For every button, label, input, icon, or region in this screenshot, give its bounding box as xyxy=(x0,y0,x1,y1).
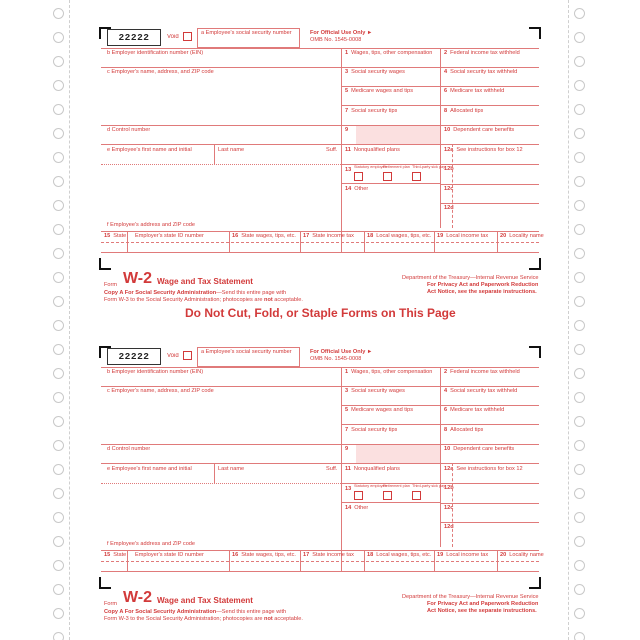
tractor-hole xyxy=(53,440,64,451)
retirement-plan-checkbox[interactable] xyxy=(383,172,392,181)
tractor-hole xyxy=(574,368,585,379)
copy-a-line2: Form W-3 to the Social Security Administration; photocopies are not acceptable. xyxy=(104,616,303,622)
box5-label: 5 Medicare wages and tips xyxy=(345,407,414,413)
tractor-hole xyxy=(574,8,585,19)
tractor-hole xyxy=(574,512,585,523)
privacy-notice-line2: Act Notice, see the separate instructions. xyxy=(427,289,537,295)
w2-title: W-2 xyxy=(123,589,153,606)
w2-form-top xyxy=(101,14,544,314)
tractor-hole xyxy=(53,8,64,19)
employee-address-label: f Employee's address and ZIP code xyxy=(107,541,196,547)
ein-label: b Employer identification number (EIN) xyxy=(107,369,204,375)
tractor-hole xyxy=(53,224,64,235)
box18-label: 18 Local wages, tips, etc. xyxy=(367,552,432,558)
void-label: Void xyxy=(167,353,179,359)
tractor-hole xyxy=(53,416,64,427)
void-checkbox[interactable] xyxy=(183,32,192,41)
retirement-plan-label: Retirement plan xyxy=(383,484,410,488)
tractor-hole xyxy=(574,536,585,547)
first-name-label: e Employee's first name and initial xyxy=(107,147,192,153)
third-party-sick-pay-label: Third-party sick pay xyxy=(412,484,446,488)
box9-label: 9 xyxy=(345,127,349,133)
w2-title: W-2 xyxy=(123,270,153,287)
form-title: Wage and Tax Statement xyxy=(157,596,253,605)
tractor-hole xyxy=(574,176,585,187)
box4-label: 4 Social security tax withheld xyxy=(444,69,518,75)
tractor-hole xyxy=(53,584,64,595)
box19-label: 19 Local income tax xyxy=(437,233,489,239)
box7-label: 7 Social security tips xyxy=(345,427,398,433)
third-party-sick-pay-label: Third-party sick pay xyxy=(412,165,446,169)
box12d-label: 12d xyxy=(444,205,454,211)
box3-label: 3 Social security wages xyxy=(345,69,405,75)
copy-a-line1: Copy A For Social Security Administration—Send this entire page with xyxy=(104,609,287,615)
box17-label: 17 State income tax xyxy=(303,233,354,239)
do-not-cut-notice: Do Not Cut, Fold, or Staple Forms on This Page xyxy=(185,306,456,320)
tractor-hole xyxy=(574,632,585,640)
box20-label: 20 Locality name xyxy=(500,552,544,558)
box15-label: 15 State xyxy=(104,233,127,239)
box10-label: 10 Dependent care benefits xyxy=(444,446,515,452)
third-party-sick-pay-checkbox[interactable] xyxy=(412,491,421,500)
tractor-hole xyxy=(574,248,585,259)
ssn-label: a Employee's social security number xyxy=(201,30,292,36)
control-code: 22222 xyxy=(107,348,161,365)
box14-label: 14 Other xyxy=(345,186,369,192)
box16-label: 16 State wages, tips, etc. xyxy=(232,233,296,239)
official-use-label: For Official Use Only ► xyxy=(310,349,373,355)
tractor-hole xyxy=(53,176,64,187)
official-use-label: For Official Use Only ► xyxy=(310,30,373,36)
box14-label: 14 Other xyxy=(345,505,369,511)
box15-label: 15 State xyxy=(104,552,127,558)
copy-a-line2: Form W-3 to the Social Security Administration; photocopies are not acceptable. xyxy=(104,297,303,303)
box16-label: 16 State wages, tips, etc. xyxy=(232,552,296,558)
box15-state-id-label: Employer's state ID number xyxy=(135,552,204,558)
box6-label: 6 Medicare tax withheld xyxy=(444,88,505,94)
employer-label: c Employer's name, address, and ZIP code xyxy=(107,69,214,75)
tractor-hole xyxy=(574,152,585,163)
void-checkbox[interactable] xyxy=(183,351,192,360)
omb-number: OMB No. 1545-0008 xyxy=(310,37,362,43)
box1-label: 1 Wages, tips, other compensation xyxy=(345,369,433,375)
box8-label: 8 Allocated tips xyxy=(444,108,484,114)
registration-mark xyxy=(99,258,111,270)
tractor-hole xyxy=(574,104,585,115)
form-title: Wage and Tax Statement xyxy=(157,277,253,286)
employer-label: c Employer's name, address, and ZIP code xyxy=(107,388,214,394)
box3-label: 3 Social security wages xyxy=(345,388,405,394)
registration-mark xyxy=(99,577,111,589)
tractor-hole xyxy=(574,464,585,475)
tractor-hole xyxy=(53,32,64,43)
tractor-hole xyxy=(53,632,64,640)
left-tractor-strip xyxy=(48,0,70,640)
tractor-hole xyxy=(53,272,64,283)
retirement-plan-checkbox[interactable] xyxy=(383,491,392,500)
box8-label: 8 Allocated tips xyxy=(444,427,484,433)
form-word: Form xyxy=(104,601,118,607)
control-number-label: d Control number xyxy=(107,446,151,452)
box2-label: 2 Federal income tax withheld xyxy=(444,369,520,375)
box12a-label: 12a See instructions for box 12 xyxy=(444,147,523,153)
tractor-hole xyxy=(574,344,585,355)
statutory-employee-checkbox[interactable] xyxy=(354,491,363,500)
tractor-hole xyxy=(53,344,64,355)
box9-shaded xyxy=(356,445,440,463)
irs-department: Department of the Treasury—Internal Revenue Service xyxy=(402,594,539,600)
suffix-label: Suff. xyxy=(326,147,338,153)
tractor-hole xyxy=(53,512,64,523)
tractor-hole xyxy=(53,200,64,211)
privacy-notice-line1: For Privacy Act and Paperwork Reduction xyxy=(427,601,539,607)
box20-label: 20 Locality name xyxy=(500,233,544,239)
box12c-label: 12c xyxy=(444,505,454,511)
box5-label: 5 Medicare wages and tips xyxy=(345,88,414,94)
box7-label: 7 Social security tips xyxy=(345,108,398,114)
form-word: Form xyxy=(104,282,118,288)
registration-mark xyxy=(529,577,541,589)
omb-number: OMB No. 1545-0008 xyxy=(310,356,362,362)
box11-label: 11 Nonqualified plans xyxy=(345,147,400,153)
tractor-hole xyxy=(53,128,64,139)
tractor-hole xyxy=(53,464,64,475)
tractor-hole xyxy=(574,272,585,283)
copy-a-line1: Copy A For Social Security Administration—Send this entire page with xyxy=(104,290,287,296)
privacy-notice-line1: For Privacy Act and Paperwork Reduction xyxy=(427,282,539,288)
statutory-employee-label: Statutory employee xyxy=(354,484,387,488)
tractor-hole xyxy=(53,608,64,619)
tractor-hole xyxy=(574,584,585,595)
box15-state-id-label: Employer's state ID number xyxy=(135,233,204,239)
box12c-label: 12c xyxy=(444,186,454,192)
control-number-label: d Control number xyxy=(107,127,151,133)
registration-mark xyxy=(529,27,541,39)
box18-label: 18 Local wages, tips, etc. xyxy=(367,233,432,239)
registration-mark xyxy=(529,258,541,270)
tractor-hole xyxy=(574,392,585,403)
tractor-hole xyxy=(574,608,585,619)
employee-address-label: f Employee's address and ZIP code xyxy=(107,222,196,228)
tractor-hole xyxy=(53,488,64,499)
tractor-hole xyxy=(53,248,64,259)
w2-form-bottom xyxy=(101,333,544,633)
box6-label: 6 Medicare tax withheld xyxy=(444,407,505,413)
box1-label: 1 Wages, tips, other compensation xyxy=(345,50,433,56)
box12d-label: 12d xyxy=(444,524,454,530)
box2-label: 2 Federal income tax withheld xyxy=(444,50,520,56)
box13-label: 13 xyxy=(345,167,352,173)
box10-label: 10 Dependent care benefits xyxy=(444,127,515,133)
tractor-hole xyxy=(574,296,585,307)
tractor-hole xyxy=(574,320,585,331)
tractor-hole xyxy=(574,80,585,91)
privacy-notice-line2: Act Notice, see the separate instructions. xyxy=(427,608,537,614)
box11-label: 11 Nonqualified plans xyxy=(345,466,400,472)
first-name-label: e Employee's first name and initial xyxy=(107,466,192,472)
tractor-hole xyxy=(574,200,585,211)
tractor-hole xyxy=(53,560,64,571)
box12b-label: 12b xyxy=(444,485,454,491)
ssn-label: a Employee's social security number xyxy=(201,349,292,355)
box12b-label: 12b xyxy=(444,166,454,172)
tractor-hole xyxy=(53,104,64,115)
tractor-hole xyxy=(574,440,585,451)
tractor-hole xyxy=(53,296,64,307)
tractor-hole xyxy=(574,224,585,235)
last-name-label: Last name xyxy=(218,147,245,153)
tractor-hole xyxy=(53,368,64,379)
third-party-sick-pay-checkbox[interactable] xyxy=(412,172,421,181)
tractor-hole xyxy=(574,56,585,67)
tractor-hole xyxy=(53,80,64,91)
box13-label: 13 xyxy=(345,486,352,492)
tractor-hole xyxy=(53,56,64,67)
box4-label: 4 Social security tax withheld xyxy=(444,388,518,394)
box9-shaded xyxy=(356,126,440,144)
statutory-employee-checkbox[interactable] xyxy=(354,172,363,181)
suffix-label: Suff. xyxy=(326,466,338,472)
tractor-hole xyxy=(574,488,585,499)
tractor-hole xyxy=(53,320,64,331)
tractor-hole xyxy=(574,128,585,139)
void-label: Void xyxy=(167,34,179,40)
last-name-label: Last name xyxy=(218,466,245,472)
box12a-label: 12a See instructions for box 12 xyxy=(444,466,523,472)
box9-label: 9 xyxy=(345,446,349,452)
right-tractor-strip xyxy=(568,0,590,640)
tractor-hole xyxy=(53,536,64,547)
box19-label: 19 Local income tax xyxy=(437,552,489,558)
statutory-employee-label: Statutory employee xyxy=(354,165,387,169)
retirement-plan-label: Retirement plan xyxy=(383,165,410,169)
ein-label: b Employer identification number (EIN) xyxy=(107,50,204,56)
tractor-hole xyxy=(53,392,64,403)
tractor-hole xyxy=(574,560,585,571)
control-code: 22222 xyxy=(107,29,161,46)
tractor-hole xyxy=(53,152,64,163)
tractor-hole xyxy=(574,32,585,43)
box17-label: 17 State income tax xyxy=(303,552,354,558)
registration-mark xyxy=(529,346,541,358)
tractor-hole xyxy=(574,416,585,427)
irs-department: Department of the Treasury—Internal Revenue Service xyxy=(402,275,539,281)
